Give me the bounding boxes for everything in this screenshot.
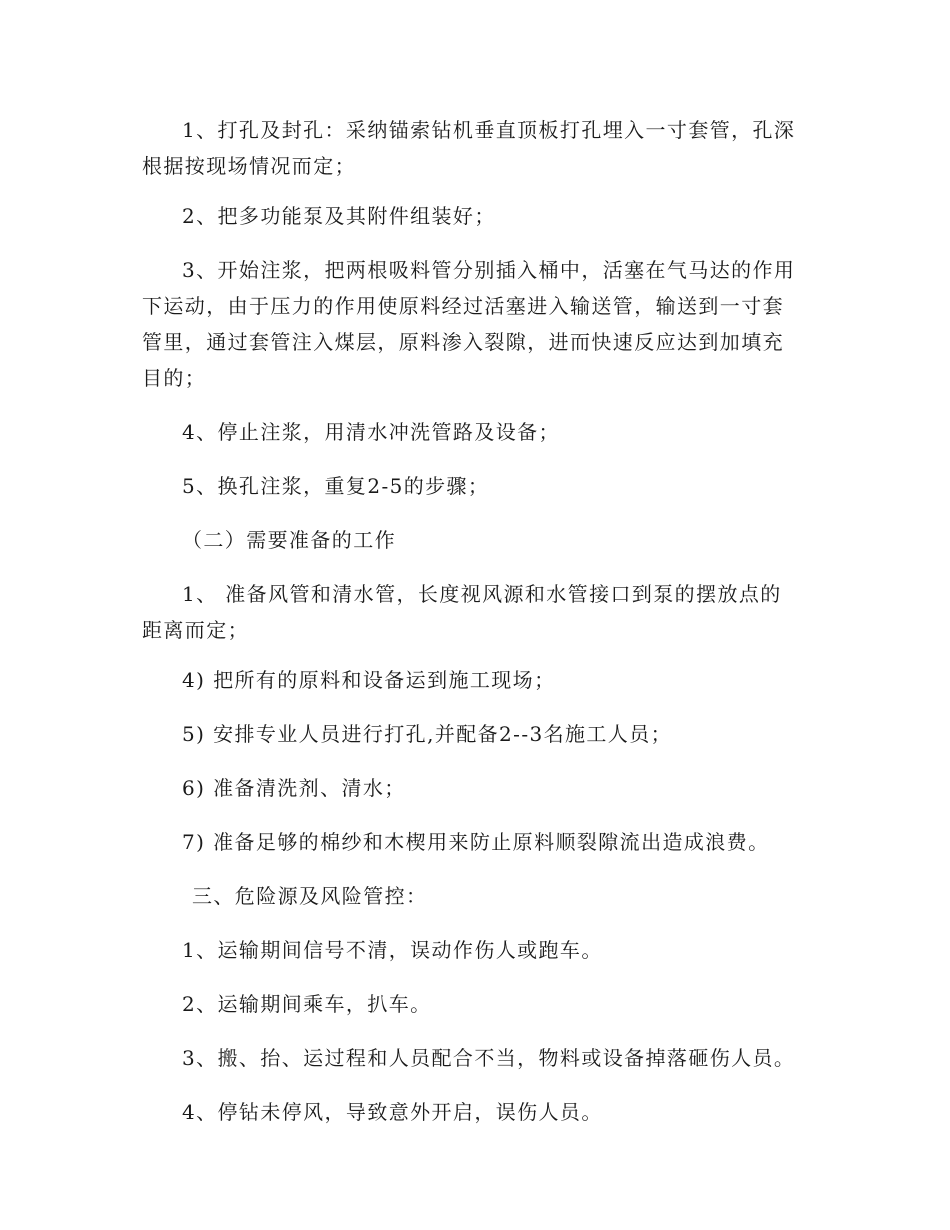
text-line: 5、换孔注浆，重复2-5的步骤； (182, 474, 490, 498)
text-line: 5) 安排专业人员进行打孔,并配备2--3名施工人员； (182, 722, 673, 746)
text-line: 4、停止注浆，用清水冲洗管路及设备； (182, 420, 560, 444)
paragraph-step-5-repeat (142, 468, 812, 504)
text-line: 目的； (142, 366, 207, 390)
text-line: 1、 准备风管和清水管，长度视风源和水管接口到泵的摆放点的 (182, 582, 782, 606)
paragraph-prep-4-transport (142, 662, 812, 698)
paragraph-hazard-3 (142, 1040, 812, 1076)
text-line: 3、搬、抬、运过程和人员配合不当，物料或设备掉落砸伤人员。 (182, 1046, 796, 1070)
text-line: 根据按现场情况而定； (142, 154, 356, 178)
text-line: 下运动，由于压力的作用使原料经过活塞进入输送管，输送到一寸套 (142, 294, 784, 318)
paragraph-step-4-stop (142, 414, 812, 450)
text-line: 1、打孔及封孔：采纳锚索钻机垂直顶板打孔埋入一寸套管，孔深 (182, 118, 796, 142)
paragraph-hazard-2 (142, 986, 812, 1022)
paragraph-prep-6-cleaner (142, 770, 812, 806)
text-line: 6) 准备清洗剂、清水； (182, 776, 406, 800)
paragraph-hazard-4 (142, 1094, 812, 1130)
section-heading-preparation (142, 522, 812, 558)
paragraph-prep-5-personnel (142, 716, 812, 752)
text-line: 三、危险源及风险管控： (192, 884, 428, 908)
paragraph-prep-7-cotton (142, 824, 812, 860)
paragraph-step-1-drilling (142, 112, 812, 184)
paragraph-prep-1-pipes (142, 576, 812, 648)
text-line: 7) 准备足够的棉纱和木楔用来防止原料顺裂隙流出造成浪费。 (182, 830, 770, 854)
paragraph-step-2-assemble (142, 198, 812, 234)
section-heading-hazards (142, 878, 812, 914)
text-line: 1、运输期间信号不清，误动作伤人或跑车。 (182, 938, 603, 962)
text-line: 3、开始注浆，把两根吸料管分别插入桶中，活塞在气马达的作用 (182, 258, 796, 282)
paragraph-hazard-1 (142, 932, 812, 968)
text-line: 2、把多功能泵及其附件组装好； (182, 204, 496, 228)
text-line: 4) 把所有的原料和设备运到施工现场； (182, 668, 556, 692)
text-line: 2、运输期间乘车，扒车。 (182, 992, 432, 1016)
text-line: 4、停钻未停风，导致意外开启，误伤人员。 (182, 1100, 603, 1124)
paragraph-step-3-grouting (142, 252, 812, 396)
text-line: 距离而定； (142, 618, 249, 642)
text-line: 管里，通过套管注入煤层，原料渗入裂隙，进而快速反应达到加填充 (142, 330, 784, 354)
text-line: （二）需要准备的工作 (182, 528, 396, 552)
